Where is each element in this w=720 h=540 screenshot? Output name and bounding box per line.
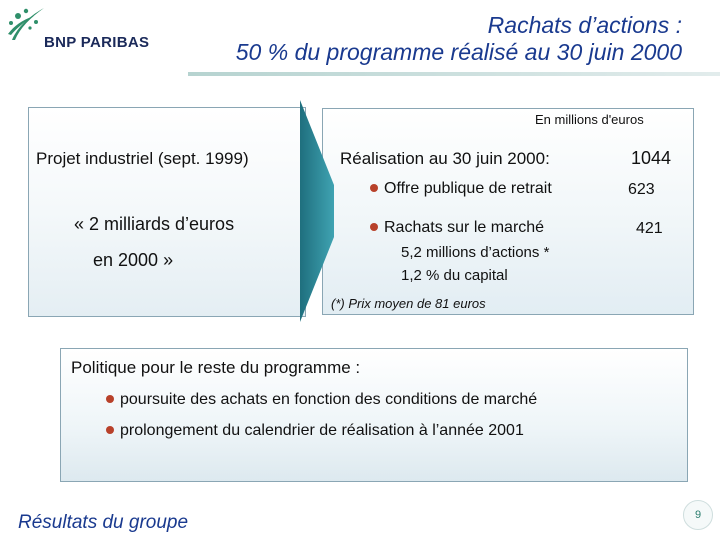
bullet-icon: [370, 223, 378, 231]
right-heading: Réalisation au 30 juin 2000:: [340, 149, 550, 168]
item-value: 623: [628, 181, 655, 198]
item-value: 421: [636, 220, 663, 237]
footer-section-title: Résultats du groupe: [18, 512, 189, 533]
right-panel: [322, 108, 694, 315]
title-line-2: 50 % du programme réalisé au 30 juin 2000: [235, 39, 682, 65]
unit-note: En millions d'euros: [535, 112, 644, 127]
page-number: 9: [683, 500, 713, 530]
list-item: [370, 180, 552, 198]
left-heading: Projet industriel (sept. 1999): [36, 149, 249, 168]
bottom-heading: Politique pour le reste du programme :: [71, 358, 361, 377]
list-item: [370, 219, 544, 237]
list-item: [106, 422, 524, 440]
left-panel: [28, 107, 306, 317]
quote-line-2: en 2000 »: [93, 250, 174, 270]
shares-count: 5,2 millions d’actions *: [401, 244, 550, 261]
list-item: [106, 391, 537, 409]
header-divider: [188, 72, 720, 76]
footnote: (*) Prix moyen de 81 euros: [331, 296, 486, 311]
logo-text: BNP PARIBAS: [44, 34, 150, 51]
item-label: Rachats sur le marché: [384, 219, 545, 236]
quote-line-1: « 2 milliards d’euros: [74, 214, 235, 234]
total-value: 1044: [631, 148, 672, 168]
bullet-icon: [370, 184, 378, 192]
item-label: Offre publique de retrait: [384, 180, 552, 197]
bullet-icon: [106, 395, 114, 403]
arrow-right-icon: [300, 100, 334, 322]
bullet-text: prolongement du calendrier de réalisation à l’année 2001: [120, 422, 524, 439]
capital-share: 1,2 % du capital: [401, 267, 508, 284]
title-line-1: Rachats d’actions :: [487, 12, 682, 38]
bullet-text: poursuite des achats en fonction des conditions de marché: [120, 391, 538, 408]
bullet-icon: [106, 426, 114, 434]
page-title: [122, 12, 682, 66]
